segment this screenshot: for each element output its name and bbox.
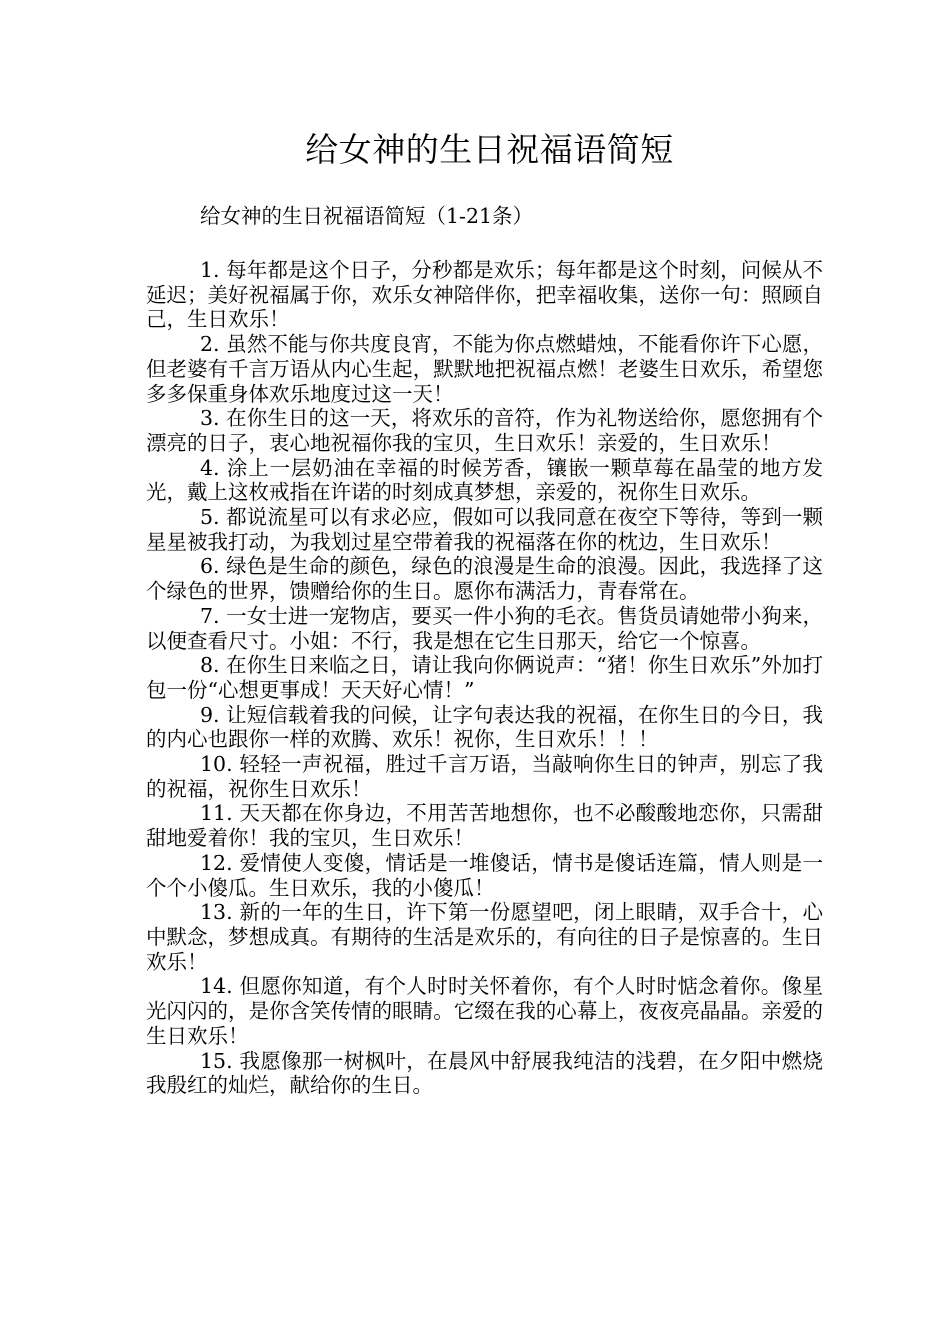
- list-item: 15. 我愿像那一树枫叶，在晨风中舒展我纯洁的浅碧，在夕阳中燃烧我殷红的灿烂，献给你的生日。: [146, 1048, 823, 1098]
- list-item: 10. 轻轻一声祝福，胜过千言万语，当敲响你生日的钟声，别忘了我的祝福，祝你生日欢乐！: [146, 752, 823, 801]
- list-item: 9. 让短信载着我的问候，让字句表达我的祝福，在你生日的今日，我的内心也跟你一样的欢腾、欢乐！祝你，生日欢乐！！！: [146, 702, 823, 752]
- list-item: 2. 虽然不能与你共度良宵，不能为你点燃蜡烛，不能看你许下心愿，但老婆有千言万语从内心生起，默默地把祝福点燃！老婆生日欢乐，希望您多多保重身体欢乐地度过这一天！: [146, 332, 823, 406]
- list-item: 14. 但愿你知道，有个人时时关怀着你，有个人时时惦念着你。像星光闪闪的，是你含笑传情的眼睛。它缀在我的心幕上，夜夜亮晶晶。亲爱的生日欢乐！: [146, 974, 823, 1048]
- list-item: 7. 一女士进一宠物店，要买一件小狗的毛衣。售货员请她带小狗来，以便查看尺寸。小姐：不行，我是想在它生日那天，给它一个惊喜。: [146, 603, 823, 653]
- list-item: 12. 爱情使人变傻，情话是一堆傻话，情书是傻话连篇，情人则是一个个小傻瓜。生日欢乐，我的小傻瓜！: [146, 850, 823, 900]
- list-item: 13. 新的一年的生日，许下第一份愿望吧，闭上眼睛，双手合十，心中默念，梦想成真。有期待的生活是欢乐的，有向往的日子是惊喜的。生日欢乐！: [146, 900, 823, 974]
- wish-list: [146, 258, 823, 1098]
- document-subtitle: 给女神的生日祝福语简短（1-21条）: [200, 204, 534, 228]
- list-item: 1. 每年都是这个日子，分秒都是欢乐；每年都是这个时刻，问候从不延迟；美好祝福属于你，欢乐女神陪伴你，把幸福收集，送你一句：照顾自己，生日欢乐！: [146, 258, 823, 332]
- list-item: 3. 在你生日的这一天，将欢乐的音符，作为礼物送给你，愿您拥有个漂亮的日子，衷心地祝福你我的宝贝，生日欢乐！亲爱的，生日欢乐！: [146, 406, 823, 455]
- list-item: 11. 天天都在你身边，不用苦苦地想你，也不必酸酸地恋你，只需甜甜地爱着你！我的宝贝，生日欢乐！: [146, 801, 823, 851]
- list-item: 4. 涂上一层奶油在幸福的时候芳香，镶嵌一颗草莓在晶莹的地方发光，戴上这枚戒指在许诺的时刻成真梦想，亲爱的，祝你生日欢乐。: [146, 455, 823, 505]
- list-item: 5. 都说流星可以有求必应，假如可以我同意在夜空下等待，等到一颗星星被我打动，为我划过星空带着我的祝福落在你的枕边，生日欢乐！: [146, 505, 823, 554]
- list-item: 8. 在你生日来临之日，请让我向你俩说声：“猪！你生日欢乐”外加打包一份“心想更事成！天天好心情！”: [146, 653, 823, 702]
- list-item: 6. 绿色是生命的颜色，绿色的浪漫是生命的浪漫。因此，我选择了这个绿色的世界，馈赠给你的生日。愿你布满活力，青春常在。: [146, 554, 823, 604]
- document-title: 给女神的生日祝福语简短: [305, 130, 674, 169]
